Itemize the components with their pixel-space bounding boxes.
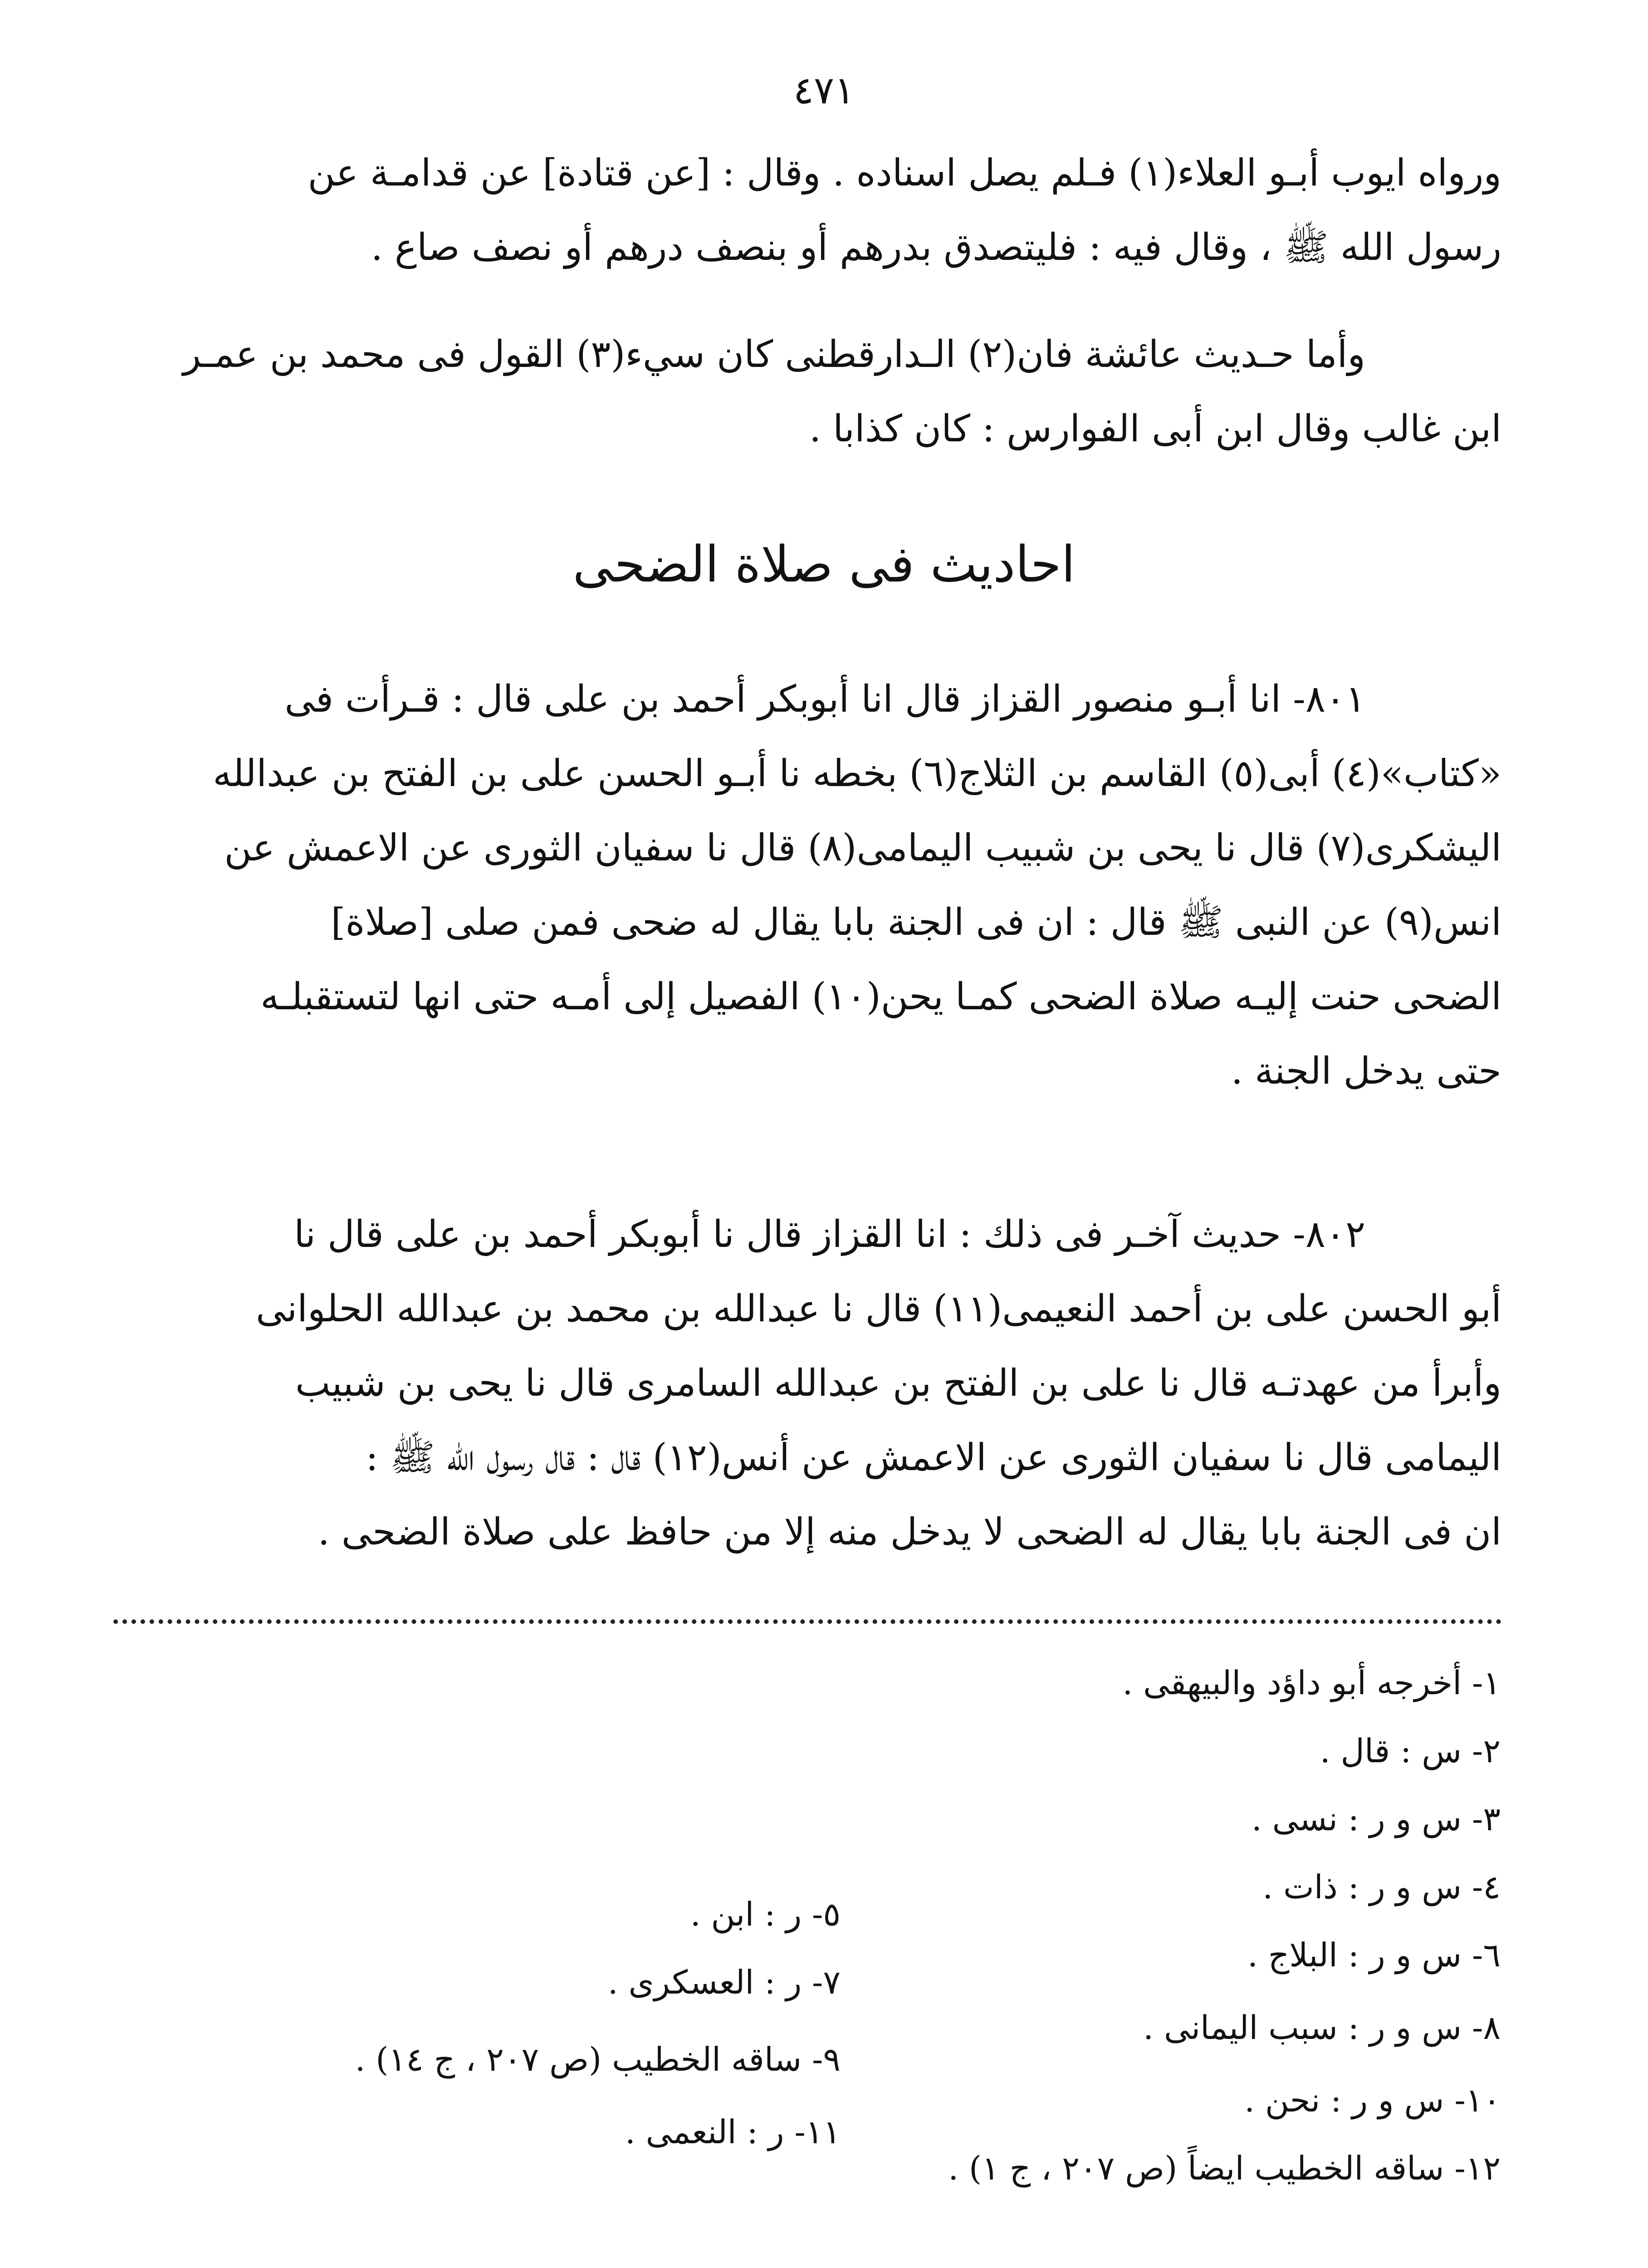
text-line: ابن غالب وقال ابن أبى الفوارس : كان كذابا . [809, 407, 1501, 450]
intro-paragraph [113, 136, 1501, 285]
section-heading: احاديث فى صلاة الضحى [572, 535, 1076, 593]
text-line: «كتاب»(٤) أبى(٥) القاسم بن الثلاج(٦) بخطه نا أبـو الحسن على بن الفتح بن عبدالله [213, 752, 1501, 795]
text-line: وأبرأ من عهدتـه قال نا على بن الفتح بن عبدالله السامرى قال نا يحى بن شبيب [295, 1362, 1501, 1405]
text-line: أبو الحسن على بن أحمد النعيمى(١١) قال نا عبدالله بن محمد بن عبدالله الحلوانى [255, 1287, 1501, 1330]
hadith-802 [113, 1198, 1501, 1569]
hadith-801 [113, 662, 1501, 1109]
footnote-10: ١٠- س و ر : نحن . [1244, 2081, 1501, 2119]
text-line: وأما حـديث عائشة فان(٢) الـدارقطنى كان سيء(٣) القول فى محمد بن عمـر [183, 333, 1365, 376]
text-line: رسول الله ﷺ ، وقال فيه : فليتصدق بدرهم أو بنصف درهم أو نصف صاع . [371, 226, 1501, 269]
text-line: ورواه ايوب أبـو العلاء(١) فـلم يصل اسناده . وقال : [عن قتادة] عن قدامـة عن [308, 152, 1501, 195]
text-line: حتى يدخل الجنة . [1231, 1050, 1501, 1093]
footnote-1: ١- أخرجه أبو داؤد والبيهقى . [1122, 1664, 1501, 1702]
text-line: اليشكرى(٧) قال نا يحى بن شبيب اليمامى(٨) قال نا سفيان الثورى عن الاعمش عن [224, 826, 1501, 870]
footnote-11: ١١- ر : النعمى . [625, 2113, 841, 2151]
footnote-9: ٩- ساقه الخطيب (ص ٢٠٧ ، ج ١٤) . [355, 2040, 841, 2078]
footnote-2: ٢- س : قال . [1320, 1732, 1501, 1770]
page-number: ٤٧١ [793, 68, 855, 112]
footnote-3: ٣- س و ر : نسى . [1251, 1800, 1501, 1838]
footnote-divider [113, 1619, 1501, 1624]
footnote-5: ٥- ر : ابن . [690, 1895, 841, 1933]
text-line: انس(٩) عن النبى ﷺ قال : ان فى الجنة بابا يقال له ضحى فمن صلى [صلاة] [331, 901, 1501, 944]
text-line: ان فى الجنة بابا يقال له الضحى لا يدخل منه إلا من حافظ على صلاة الضحى . [318, 1510, 1501, 1554]
text-line: ٨٠٢- حديث آخـر فى ذلك : انا القزاز قال نا أبوبكر أحمد بن على قال نا [294, 1213, 1365, 1256]
footnote-6: ٦- س و ر : البلاج . [1247, 1936, 1501, 1974]
footnote-12: ١٢- ساقه الخطيب ايضاً (ص ٢٠٧ ، ج ١) . [948, 2149, 1501, 2187]
footnote-4: ٤- س و ر : ذات . [1262, 1868, 1501, 1906]
footnote-7: ٧- ر : العسكرى . [607, 1963, 841, 2001]
text-line: ٨٠١- انا أبـو منصور القزاز قال انا أبوبكر أحمد بن على قال : قـرأت فى [284, 678, 1365, 721]
text-line: الضحى حنت إليـه صلاة الضحى كمـا يحن(١٠) الفصيل إلى أمـه حتى انها لتستقبلـه [260, 975, 1501, 1018]
text-line: اليمامى قال نا سفيان الثورى عن الاعمش عن أنس(١٢) قال : قال رسول الله ﷺ : [366, 1436, 1501, 1479]
footnote-8: ٨- س و ر : سبب اليمانى . [1143, 2009, 1501, 2047]
aisha-paragraph [113, 318, 1501, 466]
